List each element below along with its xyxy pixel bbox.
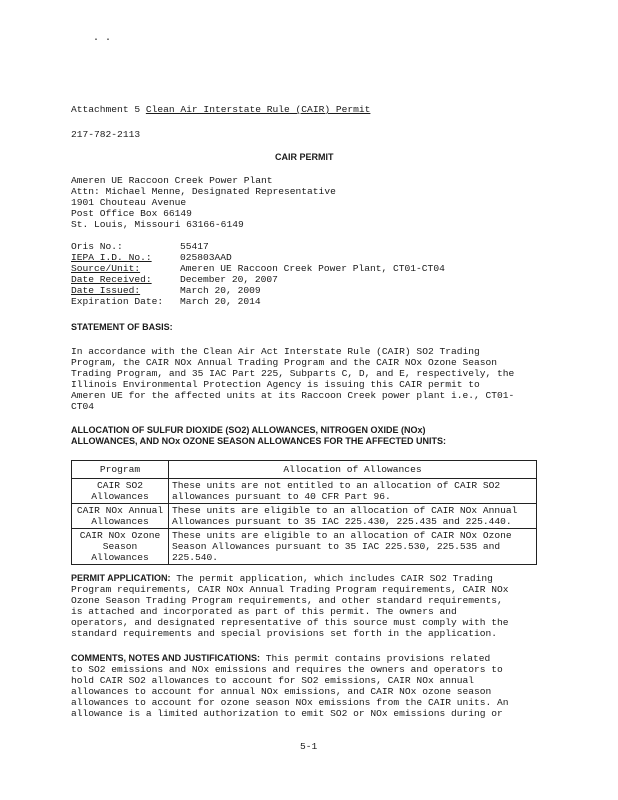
table-row [72, 504, 537, 529]
permit-application-line: operators, and designated representative of this source must comply with the [71, 617, 509, 628]
page-number: 5-1 [300, 741, 318, 752]
permit-application-line: The permit application, which includes CAIR SO2 Trading [170, 573, 493, 584]
program-line: CAIR NOx Annual [76, 505, 164, 516]
permit-application-line: is attached and incorporated as part of this permit. The owners and [71, 606, 457, 617]
statement-line: In accordance with the Clean Air Act Interstate Rule (CAIR) SO2 Trading [71, 346, 480, 357]
statement-line: Ameren UE for the affected units at its Raccoon Creek power plant i.e., CT01- [71, 390, 515, 401]
allocation-heading-line: ALLOCATION OF SULFUR DIOXIDE (SO2) ALLOWANCES, NITROGEN OXIDE (NOx) [71, 425, 426, 435]
program-line: CAIR SO2 [96, 480, 144, 491]
field-label: Date Issued: [71, 285, 141, 296]
field-row [71, 296, 541, 307]
allocation-line: 225.540. [172, 552, 219, 563]
permit-application-line: Ozone Season Trading Program requirements, and other standard requirements, [71, 595, 503, 606]
statement-paragraph [71, 346, 541, 412]
field-value: December 20, 2007 [180, 274, 278, 285]
allocation-line: Season Allowances pursuant to 35 IAC 225.530, 225.535 and [172, 541, 501, 552]
allocation-table [71, 460, 537, 565]
comments-line: hold CAIR SO2 allowances to account for SO2 emissions, CAIR NOx annual [71, 675, 475, 686]
allocation-heading-line: ALLOWANCES, AND NOx OZONE SEASON ALLOWANCES FOR THE AFFECTED UNITS: [71, 436, 447, 446]
field-row [71, 252, 541, 263]
comments-heading: COMMENTS, NOTES AND JUSTIFICATIONS: [71, 653, 260, 663]
attachment-label: Attachment 5 [71, 104, 141, 115]
permit-heading: CAIR PERMIT [275, 152, 334, 162]
field-value: 025803AAD [180, 252, 232, 263]
field-value: 55417 [180, 241, 209, 252]
permit-fields [71, 241, 541, 307]
field-label: IEPA I.D. No.: [71, 252, 152, 263]
allocation-line: Allowances pursuant to 35 IAC 225.430, 225.435 and 225.440. [172, 516, 512, 527]
permit-application-line: standard requirements and special provisions set forth in the application. [71, 628, 498, 639]
statement-line: Program, the CAIR NOx Annual Trading Program and the CAIR NOx Ozone Season [71, 357, 498, 368]
field-row [71, 263, 541, 274]
allocation-line: These units are eligible to an allocation of CAIR NOx Annual [172, 505, 518, 516]
program-line: Allowances [91, 552, 149, 563]
comments-line: to SO2 emissions and NOx emissions and requires the owners and operators to [71, 664, 503, 675]
table-header-program: Program [72, 461, 169, 479]
permit-application-line: Program requirements, CAIR NOx Annual Trading Program requirements, CAIR NOx [71, 584, 509, 595]
phone-number: 217-782-2113 [71, 129, 141, 140]
comments-line: allowances to account for annual NOx emissions, and CAIR NOx ozone season [71, 686, 492, 697]
program-line: CAIR NOx Ozone [79, 530, 161, 541]
statement-heading: STATEMENT OF BASIS: [71, 322, 173, 332]
field-row [71, 274, 541, 285]
program-line: Allowances [91, 516, 149, 527]
program-cell [72, 504, 169, 529]
program-line: Allowances [91, 491, 149, 502]
field-label: Oris No.: [71, 241, 123, 252]
field-row [71, 241, 541, 252]
table-header-row [72, 461, 537, 479]
table-row [72, 479, 537, 504]
allocation-cell [169, 504, 537, 529]
address-line: Attn: Michael Menne, Designated Representative [71, 186, 336, 197]
permit-application-heading: PERMIT APPLICATION: [71, 573, 171, 583]
address-line: Post Office Box 66149 [71, 208, 192, 219]
attachment-title: Clean Air Interstate Rule (CAIR) Permit [145, 104, 371, 115]
allocation-heading [71, 425, 541, 447]
address-line: Ameren UE Raccoon Creek Power Plant [71, 175, 273, 186]
table-row [72, 529, 537, 565]
comments-line: allowances to account for ozone season NOx emissions from the CAIR units. An [71, 697, 509, 708]
allocation-line: These units are not entitled to an allocation of CAIR SO2 [172, 480, 501, 491]
statement-line: CT04 [71, 401, 95, 412]
field-row [71, 285, 541, 296]
allocation-cell [169, 529, 537, 565]
top-marks: . . [93, 33, 112, 44]
allocation-cell [169, 479, 537, 504]
table-header-allocation: Allocation of Allowances [169, 461, 537, 479]
field-value: March 20, 2014 [180, 296, 261, 307]
allocation-line: These units are eligible to an allocation of CAIR NOx Ozone [172, 530, 512, 541]
program-cell [72, 529, 169, 565]
field-value: Ameren UE Raccoon Creek Power Plant, CT01-CT04 [180, 263, 445, 274]
attachment-header [71, 104, 370, 115]
field-label: Source/Unit: [71, 263, 141, 274]
address-line: St. Louis, Missouri 63166-6149 [71, 219, 244, 230]
comments-paragraph [71, 653, 541, 719]
field-label: Expiration Date: [71, 296, 164, 307]
address-block [71, 175, 541, 230]
address-line: 1901 Chouteau Avenue [71, 197, 187, 208]
statement-line: Trading Program, and 35 IAC Part 225, Subparts C, D, and E, respectively, the [71, 368, 515, 379]
allocation-line: allowances pursuant to 40 CFR Part 96. [172, 491, 391, 502]
program-line: Season [102, 541, 138, 552]
field-value: March 20, 2009 [180, 285, 261, 296]
comments-line: This permit contains provisions related [260, 653, 491, 664]
field-label: Date Received: [71, 274, 152, 285]
statement-line: Illinois Environmental Protection Agency is issuing this CAIR permit to [71, 379, 480, 390]
comments-line: allowance is a limited authorization to emit SO2 or NOx emissions during or [71, 708, 503, 719]
permit-application-paragraph [71, 573, 541, 639]
program-cell [72, 479, 169, 504]
